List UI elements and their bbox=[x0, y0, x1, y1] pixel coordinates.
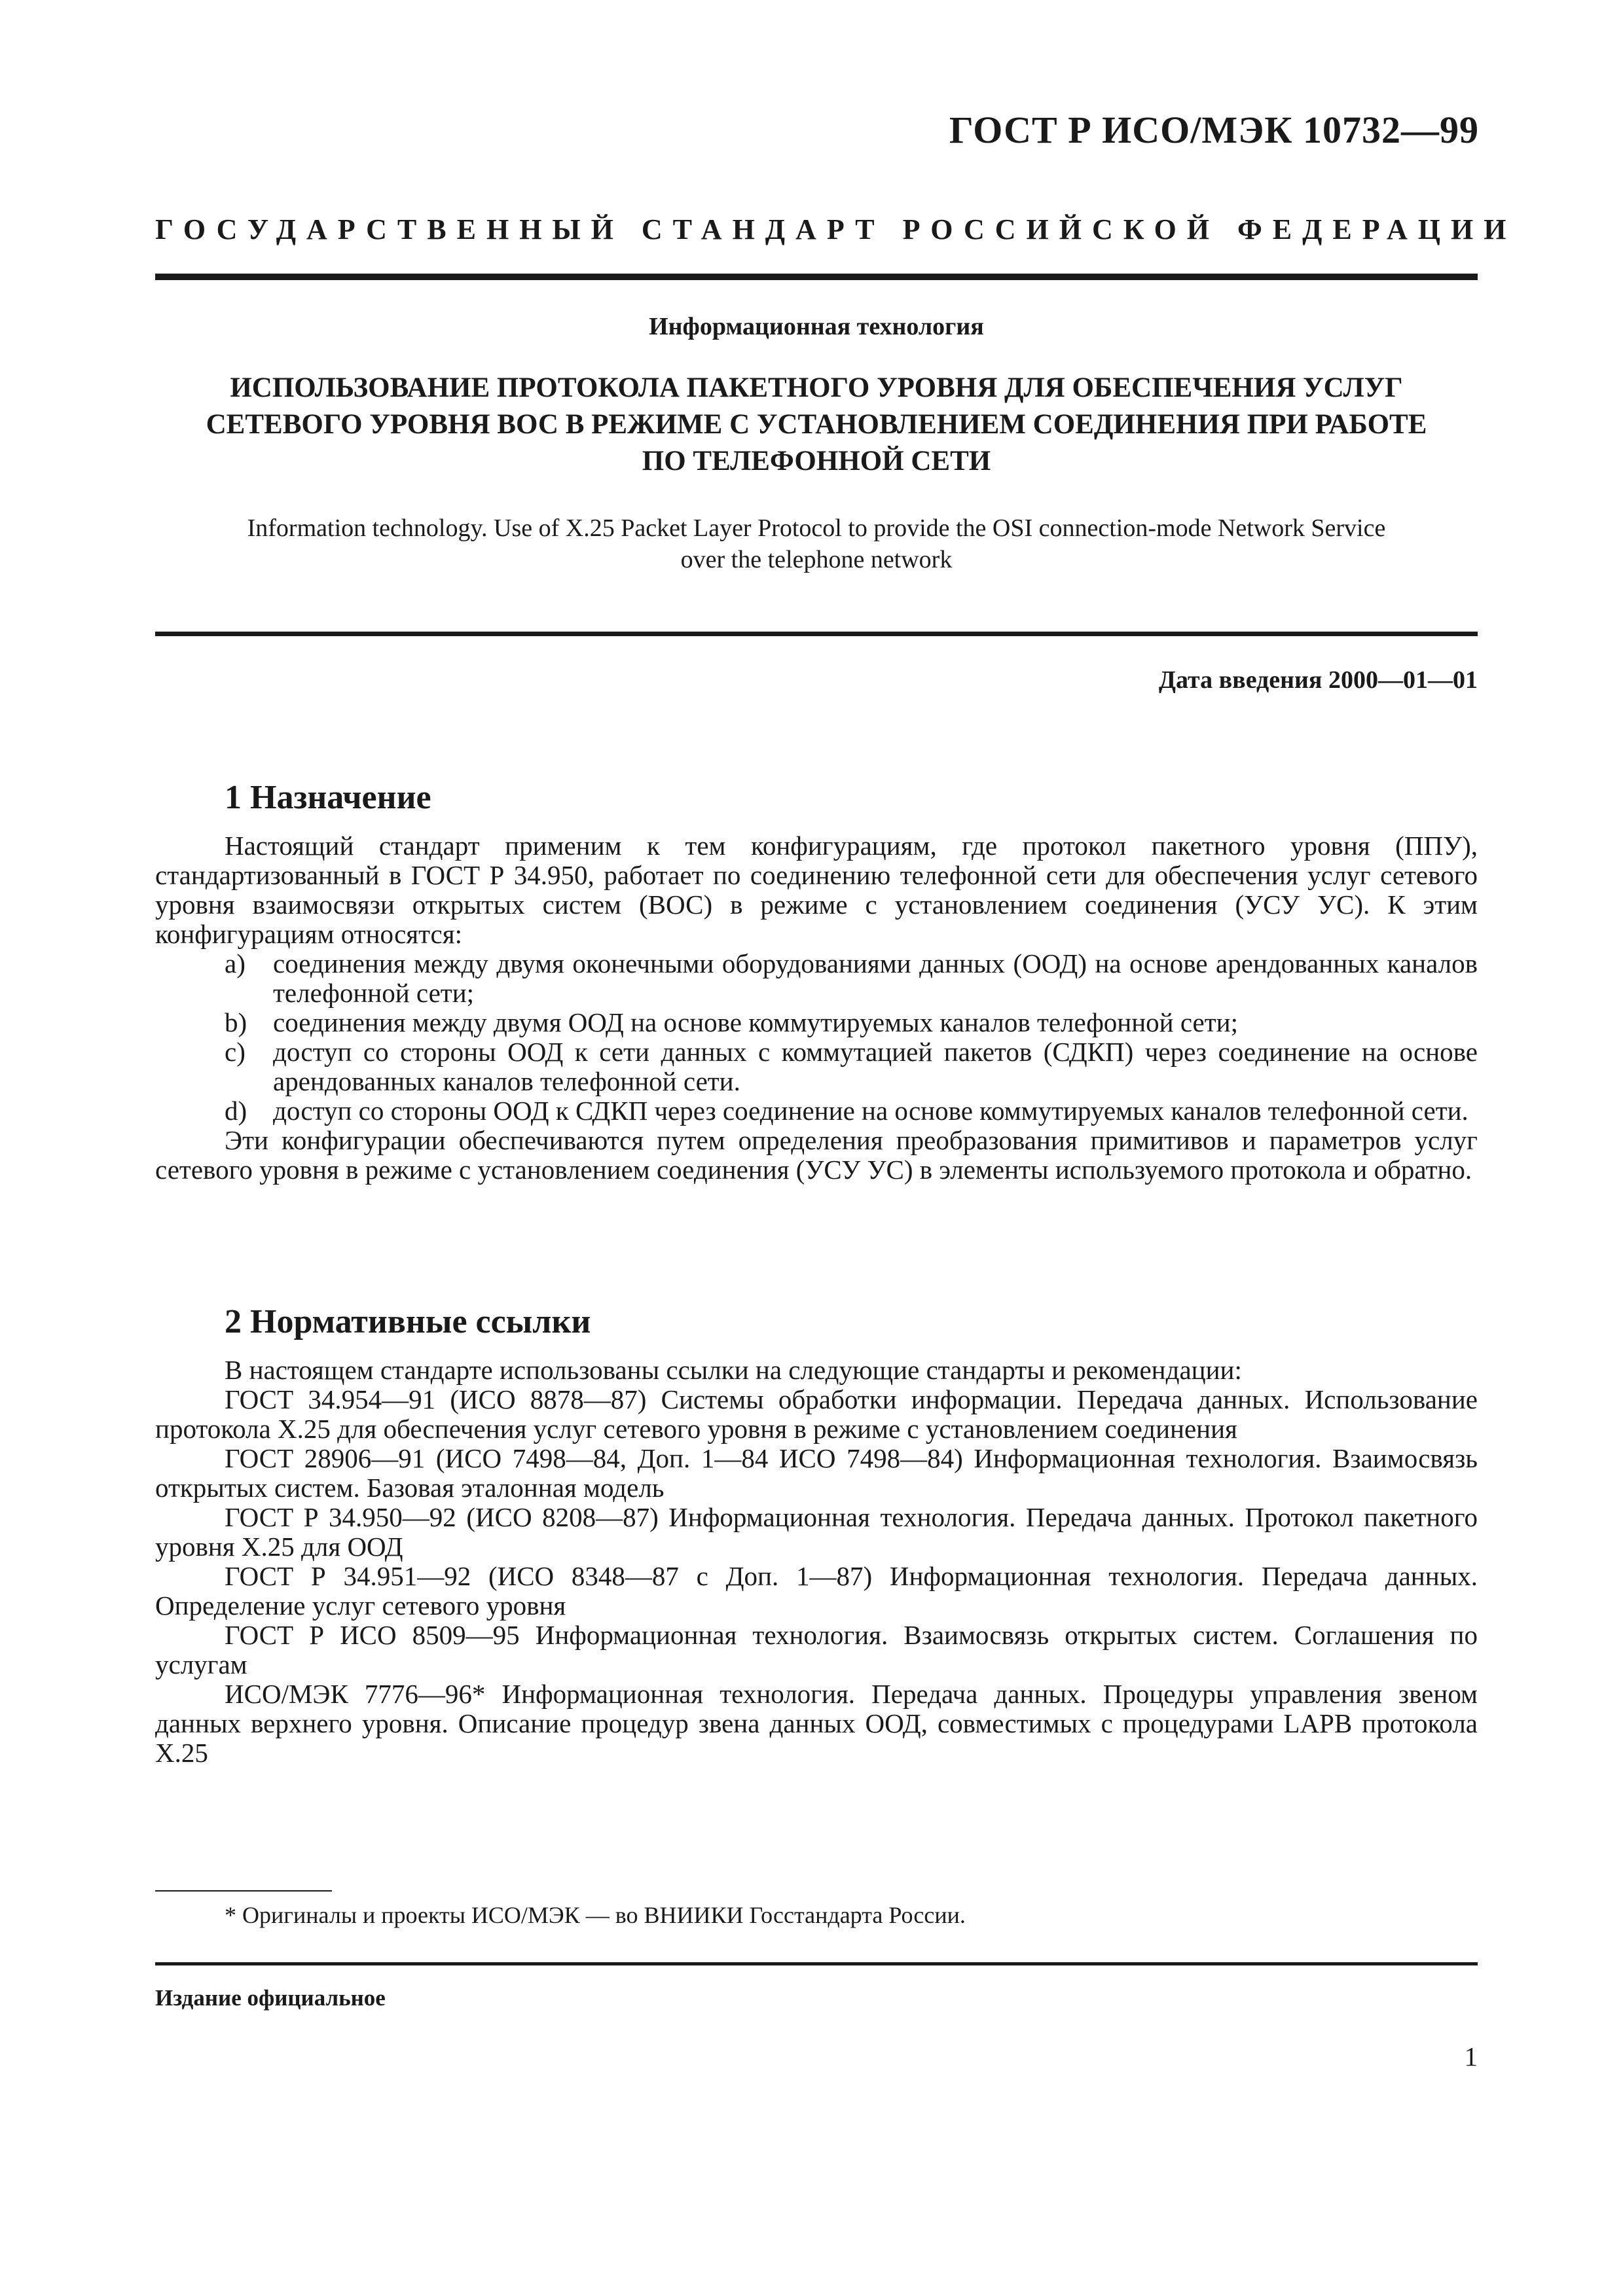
title-divider bbox=[155, 632, 1478, 636]
list-item bbox=[155, 1037, 1478, 1096]
section-heading: 2 Нормативные ссылки bbox=[225, 1303, 591, 1340]
document-code: ГОСТ Р ИСО/МЭК 10732—99 bbox=[949, 109, 1479, 151]
reference-entry: ИСО/МЭК 7776—96* Информационная технология. Передача данных. Процедуры управления звеном данных верхнего уровня. Описание процедур звена данных ООД, совместимых с процедурами LAPB протокола X.25 bbox=[155, 1679, 1478, 1768]
list-item-text: доступ со стороны ООД к сети данных с коммутацией пакетов (СДКП) через соединение на основе арендованных каналов телефонной сети. bbox=[273, 1037, 1478, 1096]
list-marker: b) bbox=[225, 1007, 247, 1037]
paragraph: В настоящем стандарте использованы ссылки на следующие стандарты и рекомендации: bbox=[225, 1355, 1242, 1385]
page-number: 1 bbox=[1464, 2041, 1478, 2072]
reference-entry: ГОСТ Р 34.950—92 (ИСО 8208—87) Информационная технология. Передача данных. Протокол пакетного уровня X.25 для ООД bbox=[155, 1502, 1478, 1562]
header-divider bbox=[155, 274, 1478, 280]
edition-label: Издание официальное bbox=[155, 1985, 386, 2011]
list-item-text: соединения между двумя оконечными оборудованиями данных (ООД) на основе арендованных каналов телефонной сети; bbox=[273, 948, 1478, 1008]
footnote-divider bbox=[155, 1890, 332, 1892]
footer-divider bbox=[155, 1962, 1478, 1965]
list-marker: c) bbox=[225, 1037, 246, 1067]
subject-line: Информационная технология bbox=[649, 313, 984, 340]
configuration-list bbox=[155, 949, 1478, 1126]
title-ru-line: ИСПОЛЬЗОВАНИЕ ПРОТОКОЛА ПАКЕТНОГО УРОВНЯ ДЛЯ ОБЕСПЕЧЕНИЯ УСЛУГ bbox=[230, 372, 1403, 403]
section-purpose bbox=[155, 778, 1478, 1185]
title-ru-line: СЕТЕВОГО УРОВНЯ ВОС В РЕЖИМЕ С УСТАНОВЛЕНИЕМ СОЕДИНЕНИЯ ПРИ РАБОТЕ bbox=[206, 409, 1427, 440]
list-item bbox=[155, 949, 1478, 1008]
title-english bbox=[155, 512, 1478, 575]
introduction-date: Дата введения 2000—01—01 bbox=[1158, 666, 1478, 694]
list-marker: a) bbox=[225, 948, 246, 978]
list-item bbox=[155, 1008, 1478, 1037]
state-standard-banner: ГОСУДАРСТВЕННЫЙ СТАНДАРТ РОССИЙСКОЙ ФЕДЕРАЦИИ bbox=[155, 213, 1517, 245]
section-normative-references bbox=[155, 1302, 1478, 1768]
list-item-text: доступ со стороны ООД к СДКП через соединение на основе коммутируемых каналов телефонной сети. bbox=[273, 1096, 1468, 1126]
title-russian bbox=[155, 370, 1478, 480]
title-ru-line: ПО ТЕЛЕФОННОЙ СЕТИ bbox=[642, 446, 991, 476]
reference-entry: ГОСТ 34.954—91 (ИСО 8878—87) Системы обработки информации. Передача данных. Использование протокола X.25 для обеспечения услуг сетевого уровня в режиме с установлением соединения bbox=[155, 1384, 1478, 1444]
list-marker: d) bbox=[225, 1096, 247, 1126]
footnote: * Оригиналы и проекты ИСО/МЭК — во ВНИИКИ Госстандарта России. bbox=[225, 1902, 966, 1928]
reference-entry: ГОСТ Р ИСО 8509—95 Информационная технология. Взаимосвязь открытых систем. Соглашения по услугам bbox=[155, 1620, 1478, 1679]
reference-entry: ГОСТ 28906—91 (ИСО 7498—84, Доп. 1—84 ИСО 7498—84) Информационная технология. Взаимосвязь открытых систем. Базовая эталонная модель bbox=[155, 1443, 1478, 1503]
section-heading: 1 Назначение bbox=[225, 779, 431, 816]
title-en-line: Information technology. Use of X.25 Packet Layer Protocol to provide the OSI connection-mode Network Service bbox=[247, 514, 1386, 542]
paragraph: Эти конфигурации обеспечиваются путем определения преобразования примитивов и параметров услуг сетевого уровня в режиме с установлением соединения (УСУ УС) в элементы используемого протокола и обратно. bbox=[155, 1125, 1478, 1185]
list-item bbox=[155, 1096, 1478, 1126]
paragraph: Настоящий стандарт применим к тем конфигурациям, где протокол пакетного уровня (ППУ), стандартизованный в ГОСТ Р 34.950, работает по соединению телефонной сети для обеспечения услуг сетевого уровня взаимосвязи открытых систем (ВОС) в режиме с установлением соединения (УСУ УС). К этим конфигурациям относятся: bbox=[155, 831, 1478, 949]
list-item-text: соединения между двумя ООД на основе коммутируемых каналов телефонной сети; bbox=[273, 1007, 1238, 1037]
title-en-line: over the telephone network bbox=[680, 546, 953, 573]
reference-entry: ГОСТ Р 34.951—92 (ИСО 8348—87 с Доп. 1—87) Информационная технология. Передача данных. Определение услуг сетевого уровня bbox=[155, 1561, 1478, 1621]
